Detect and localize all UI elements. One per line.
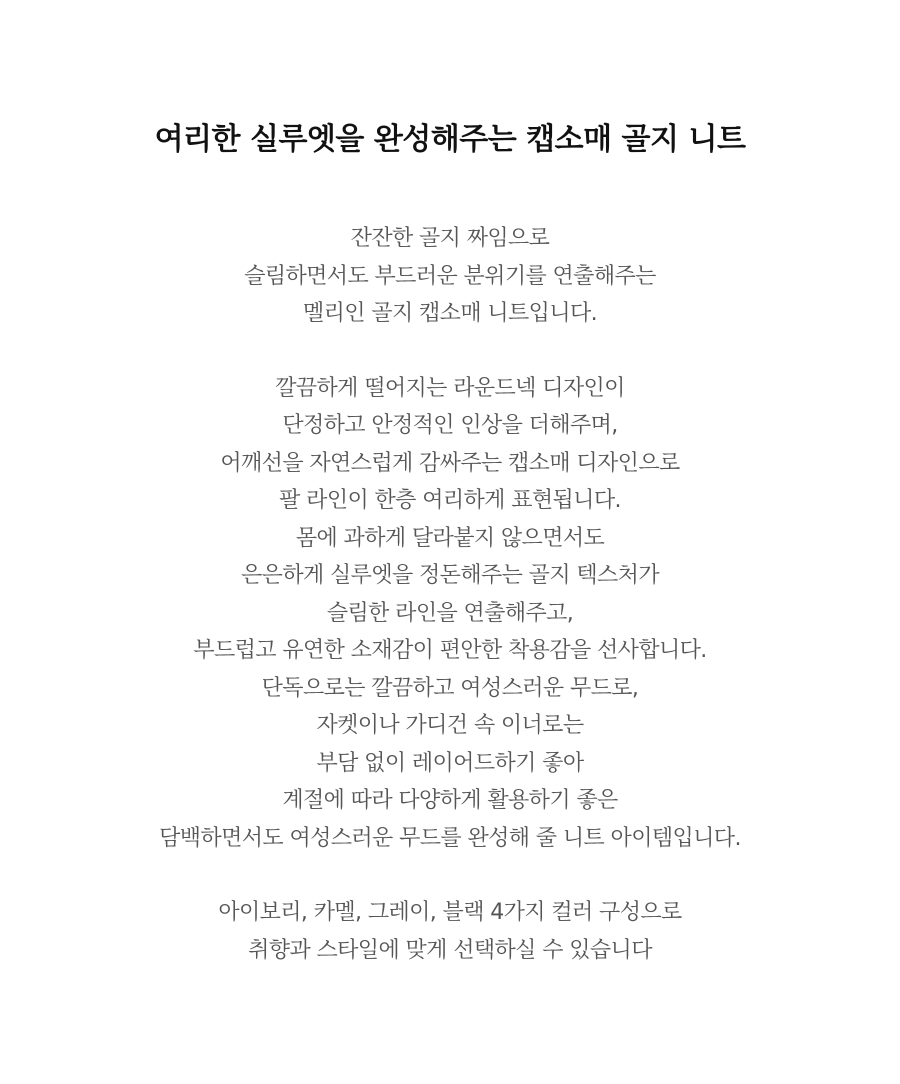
description-line: 취향과 스타일에 맞게 선택하실 수 있습니다 [248, 937, 652, 963]
description-line: 자켓이나 가디건 속 이너로는 [316, 713, 584, 738]
description-line: 담백하면서도 여성스러운 무드를 완성해 줄 니트 아이템입니다. [159, 825, 741, 851]
product-title: 여리한 실루엣을 완성해주는 캡소매 골지 니트 [154, 122, 746, 157]
description-line: 몸에 과하게 달라붙지 않으면서도 [295, 525, 605, 551]
description-line: 은은하게 실루엣을 정돈해주는 골지 텍스처가 [241, 563, 659, 588]
description-body [0, 220, 900, 1006]
description-paragraph-colors [0, 894, 900, 969]
description-line: 팔 라인이 한층 여리하게 표현됩니다. [279, 488, 621, 513]
description-line: 계절에 따라 다양하게 활용하기 좋은 [282, 788, 618, 813]
description-line: 부담 없이 레이어드하기 좋아 [316, 750, 584, 776]
description-line: 슬림하면서도 부드러운 분위기를 연출해주는 [244, 263, 656, 289]
description-paragraph-details [0, 370, 900, 858]
description-line: 멜리인 골지 캡소매 니트입니다. [302, 301, 598, 326]
description-line: 슬림한 라인을 연출해주고, [326, 600, 574, 626]
description-paragraph-intro [0, 220, 900, 333]
description-line: 어깨선을 자연스럽게 감싸주는 캡소매 디자인으로 [220, 450, 680, 476]
description-line: 단정하고 안정적인 인상을 더해주며, [282, 413, 618, 438]
description-line: 아이보리, 카멜, 그레이, 블랙 4가지 컬러 구성으로 [218, 900, 682, 925]
description-line: 잔잔한 골지 짜임으로 [350, 226, 550, 251]
description-line: 깔끔하게 떨어지는 라운드넥 디자인이 [275, 375, 625, 401]
description-line: 부드럽고 유연한 소재감이 편안한 착용감을 선사합니다. [193, 638, 707, 663]
description-line: 단독으로는 깔끔하고 여성스러운 무드로, [261, 675, 639, 701]
